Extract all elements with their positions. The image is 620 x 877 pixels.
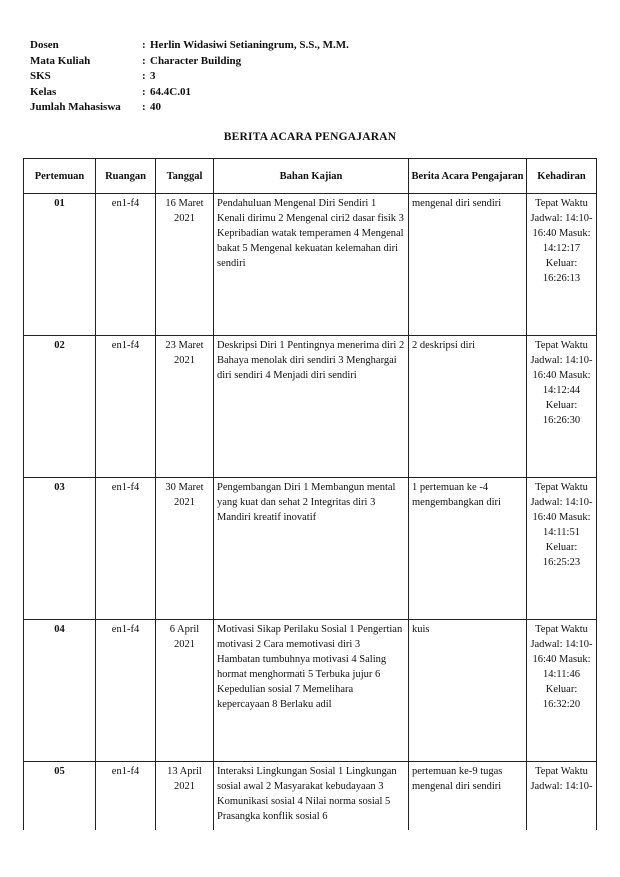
table-row: [24, 620, 597, 762]
cell-tanggal: 16 Maret 2021: [156, 194, 214, 336]
info-label: SKS: [30, 70, 51, 82]
table-row: [24, 762, 597, 831]
info-separator: :: [142, 39, 146, 51]
cell-tanggal: 6 April 2021: [156, 620, 214, 762]
info-label: Dosen: [30, 39, 59, 51]
document-title: BERITA ACARA PENGAJARAN: [223, 131, 397, 143]
cell-berita-acara: 2 deskripsi diri: [409, 336, 527, 478]
table-row: [24, 194, 597, 336]
info-value: 64.4C.01: [150, 85, 191, 98]
cell-bahan-kajian: Pendahuluan Mengenal Diri Sendiri 1 Kenali dirimu 2 Mengenal ciri2 dasar fisik 3 Kepribadian watak temperamen 4 Mengenal bakat 5 Mengenal kekuatan kelemahan diri sendiri: [214, 194, 409, 336]
cell-pertemuan: 03: [24, 478, 96, 620]
cell-tanggal: 23 Maret 2021: [156, 336, 214, 478]
cell-kehadiran: Tepat Waktu Jadwal: 14:10- 16:40 Masuk: 14:12:44 Keluar: 16:26:30: [527, 336, 597, 478]
cell-pertemuan: 01: [24, 194, 96, 336]
cell-ruangan: en1-f4: [96, 478, 156, 620]
table-row: [24, 336, 597, 478]
info-label: Kelas: [30, 85, 57, 98]
cell-berita-acara: mengenal diri sendiri: [409, 194, 527, 336]
teaching-log-table: [23, 158, 597, 830]
cell-ruangan: en1-f4: [96, 762, 156, 831]
info-value: 40: [150, 101, 161, 113]
info-label: Mata Kuliah: [30, 54, 91, 67]
header-tanggal: Tanggal: [156, 159, 214, 194]
info-label: Jumlah Mahasiswa: [30, 101, 121, 113]
cell-ruangan: en1-f4: [96, 336, 156, 478]
cell-ruangan: en1-f4: [96, 620, 156, 762]
cell-berita-acara: kuis: [409, 620, 527, 762]
info-separator: :: [142, 85, 146, 98]
table-header-row: [24, 159, 597, 194]
cell-bahan-kajian: Pengembangan Diri 1 Membangun mental yang kuat dan sehat 2 Integritas diri 3 Mandiri kreatif inovatif: [214, 478, 409, 620]
info-separator: :: [142, 101, 146, 113]
cell-berita-acara: pertemuan ke-9 tugas mengenal diri sendiri: [409, 762, 527, 831]
cell-bahan-kajian: Deskripsi Diri 1 Pentingnya menerima diri 2 Bahaya menolak diri sendiri 3 Menghargai diri sendiri 4 Menjadi diri sendiri: [214, 336, 409, 478]
header-berita-acara: Berita Acara Pengajaran: [409, 159, 527, 194]
header-pertemuan: Pertemuan: [24, 159, 96, 194]
cell-kehadiran: Tepat Waktu Jadwal: 14:10- 16:40 Masuk: 14:11:46 Keluar: 16:32:20: [527, 620, 597, 762]
info-value: 3: [150, 70, 156, 82]
cell-tanggal: 13 April 2021: [156, 762, 214, 831]
info-value: Herlin Widasiwi Setianingrum, S.S., M.M.: [150, 39, 349, 51]
cell-pertemuan: 02: [24, 336, 96, 478]
cell-tanggal: 30 Maret 2021: [156, 478, 214, 620]
header-kehadiran: Kehadiran: [527, 159, 597, 194]
cell-kehadiran: Tepat Waktu Jadwal: 14:10-: [527, 762, 597, 831]
info-value: Character Building: [150, 54, 242, 67]
info-separator: :: [142, 70, 146, 82]
table-row: [24, 478, 597, 620]
header-ruangan: Ruangan: [96, 159, 156, 194]
cell-berita-acara: 1 pertemuan ke -4 mengembangkan diri: [409, 478, 527, 620]
header-bahan-kajian: Bahan Kajian: [214, 159, 409, 194]
cell-kehadiran: Tepat Waktu Jadwal: 14:10- 16:40 Masuk: 14:12:17 Keluar: 16:26:13: [527, 194, 597, 336]
cell-ruangan: en1-f4: [96, 194, 156, 336]
cell-pertemuan: 04: [24, 620, 96, 762]
cell-bahan-kajian: Motivasi Sikap Perilaku Sosial 1 Pengertian motivasi 2 Cara memotivasi diri 3 Hambatan tumbuhnya motivasi 4 Saling hormat menghormati 5 Terbuka jujur 6 Kepedulian sosial 7 Memelihara kepercayaan 8 Berlaku adil: [214, 620, 409, 762]
info-separator: :: [142, 54, 146, 67]
cell-pertemuan: 05: [24, 762, 96, 831]
cell-kehadiran: Tepat Waktu Jadwal: 14:10- 16:40 Masuk: 14:11:51 Keluar: 16:25:23: [527, 478, 597, 620]
cell-bahan-kajian: Interaksi Lingkungan Sosial 1 Lingkungan sosial awal 2 Masyarakat kebudayaan 3 Komunikasi sosial 4 Nilai norma sosial 5 Prasangka konflik sosial 6: [214, 762, 409, 831]
